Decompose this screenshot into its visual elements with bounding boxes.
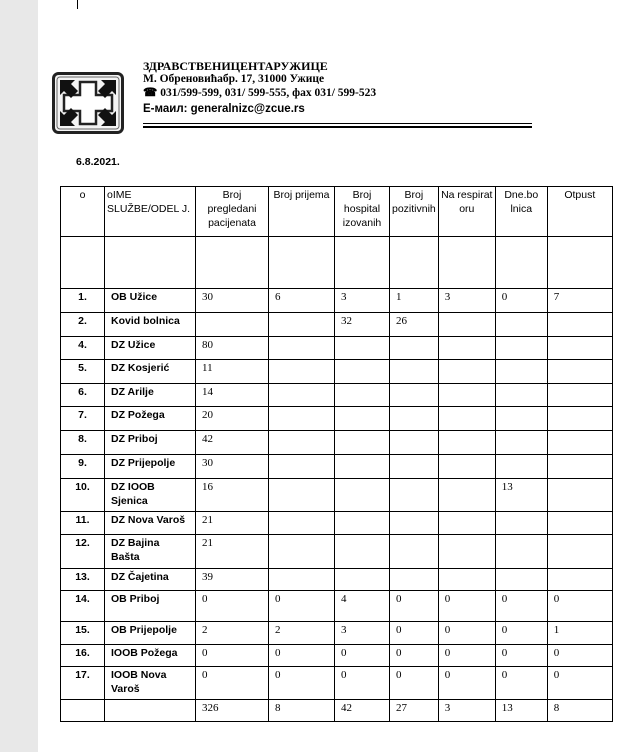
row-number: 13. — [61, 569, 105, 591]
column-header: Broj hospital izovanih — [335, 187, 390, 237]
total-cell: 3 — [438, 700, 495, 722]
value-cell: 26 — [390, 313, 439, 337]
value-cell: 0 — [269, 591, 335, 622]
value-cell: 80 — [196, 337, 269, 360]
row-number: 5. — [61, 360, 105, 384]
value-cell: 11 — [196, 360, 269, 384]
text-cursor — [77, 0, 78, 9]
table-row — [61, 667, 613, 700]
value-cell — [335, 569, 390, 591]
unit-name: IOOB Požega — [105, 645, 196, 667]
value-cell: 0 — [495, 289, 547, 313]
value-cell: 0 — [390, 622, 439, 645]
value-cell — [269, 512, 335, 535]
value-cell: 0 — [438, 622, 495, 645]
row-number: 4. — [61, 337, 105, 360]
value-cell: 0 — [547, 667, 612, 700]
value-cell: 0 — [547, 591, 612, 622]
value-cell: 30 — [196, 289, 269, 313]
table-row — [61, 455, 613, 479]
column-header: oIME SLUŽBE/ODEL J. — [105, 187, 196, 237]
value-cell — [438, 455, 495, 479]
value-cell — [438, 313, 495, 337]
value-cell: 13 — [495, 479, 547, 512]
report-table — [60, 186, 613, 722]
unit-name: OB Prijepolje — [105, 622, 196, 645]
value-cell — [390, 535, 439, 569]
row-number: 17. — [61, 667, 105, 700]
value-cell — [495, 337, 547, 360]
value-cell — [547, 431, 612, 455]
value-cell: 6 — [269, 289, 335, 313]
table-row — [61, 407, 613, 431]
unit-name: DZ Bajina Bašta — [105, 535, 196, 569]
table-row — [61, 645, 613, 667]
value-cell: 3 — [335, 289, 390, 313]
table-row — [61, 512, 613, 535]
value-cell — [438, 512, 495, 535]
institution-address: М. Обреновићабр. 17, 31000 Ужице — [143, 73, 325, 85]
value-cell — [335, 360, 390, 384]
table-row — [61, 591, 613, 622]
value-cell — [547, 479, 612, 512]
unit-name: DZ Požega — [105, 407, 196, 431]
value-cell: 1 — [390, 289, 439, 313]
row-number: 12. — [61, 535, 105, 569]
value-cell: 0 — [438, 667, 495, 700]
value-cell — [438, 479, 495, 512]
value-cell — [495, 569, 547, 591]
value-cell: 2 — [196, 622, 269, 645]
value-cell: 3 — [335, 622, 390, 645]
unit-name: DZ IOOB Sjenica — [105, 479, 196, 512]
value-cell: 0 — [390, 591, 439, 622]
health-center-cross-logo-icon — [52, 72, 124, 134]
unit-name: Kovid bolnica — [105, 313, 196, 337]
value-cell — [390, 479, 439, 512]
total-cell: 27 — [390, 700, 439, 722]
value-cell — [390, 384, 439, 407]
value-cell — [269, 407, 335, 431]
value-cell — [547, 384, 612, 407]
row-number: 15. — [61, 622, 105, 645]
value-cell — [390, 455, 439, 479]
total-cell: 8 — [269, 700, 335, 722]
unit-name: DZ Prijepolje — [105, 455, 196, 479]
value-cell: 0 — [495, 622, 547, 645]
value-cell — [269, 313, 335, 337]
value-cell — [495, 313, 547, 337]
value-cell: 0 — [438, 645, 495, 667]
value-cell — [196, 313, 269, 337]
table-row — [61, 479, 613, 512]
total-cell: 13 — [495, 700, 547, 722]
value-cell: 0 — [495, 645, 547, 667]
value-cell — [390, 512, 439, 535]
row-number: 16. — [61, 645, 105, 667]
table-row — [61, 622, 613, 645]
value-cell: 0 — [390, 645, 439, 667]
value-cell — [547, 535, 612, 569]
row-number: 2. — [61, 313, 105, 337]
value-cell: 32 — [335, 313, 390, 337]
value-cell — [269, 479, 335, 512]
value-cell — [495, 407, 547, 431]
value-cell: 0 — [495, 591, 547, 622]
column-header: Broj pozitivnih — [390, 187, 439, 237]
institution-email: Е-маил: generalnizc@zcue.rs — [143, 103, 305, 115]
institution-phone: ☎ 031/599-599, 031/ 599-555, фах 031/ 599-523 — [143, 87, 377, 99]
value-cell: 2 — [269, 622, 335, 645]
value-cell — [335, 384, 390, 407]
value-cell: 0 — [335, 645, 390, 667]
value-cell — [269, 384, 335, 407]
row-number: 10. — [61, 479, 105, 512]
value-cell: 21 — [196, 512, 269, 535]
value-cell — [547, 512, 612, 535]
value-cell — [438, 431, 495, 455]
value-cell — [335, 535, 390, 569]
value-cell — [495, 512, 547, 535]
value-cell: 0 — [335, 667, 390, 700]
value-cell — [390, 407, 439, 431]
value-cell: 20 — [196, 407, 269, 431]
value-cell — [335, 431, 390, 455]
column-header: Na respirat oru — [438, 187, 495, 237]
value-cell: 7 — [547, 289, 612, 313]
row-number: 14. — [61, 591, 105, 622]
table-row — [61, 535, 613, 569]
row-number: 7. — [61, 407, 105, 431]
header-divider-thick — [143, 126, 532, 128]
value-cell — [438, 535, 495, 569]
unit-name: OB Užice — [105, 289, 196, 313]
value-cell — [269, 431, 335, 455]
row-number: 6. — [61, 384, 105, 407]
value-cell: 14 — [196, 384, 269, 407]
value-cell — [438, 384, 495, 407]
empty-row — [61, 237, 613, 289]
total-cell: 8 — [547, 700, 612, 722]
total-cell: 326 — [196, 700, 269, 722]
value-cell — [390, 569, 439, 591]
totals-row — [61, 700, 613, 722]
column-header: Dne.bo lnica — [495, 187, 547, 237]
value-cell — [547, 407, 612, 431]
value-cell — [335, 479, 390, 512]
value-cell: 0 — [196, 591, 269, 622]
value-cell — [495, 384, 547, 407]
value-cell — [495, 455, 547, 479]
value-cell — [269, 569, 335, 591]
value-cell: 0 — [547, 645, 612, 667]
unit-name: DZ Čajetina — [105, 569, 196, 591]
value-cell — [390, 360, 439, 384]
value-cell: 0 — [495, 667, 547, 700]
value-cell — [269, 535, 335, 569]
value-cell — [547, 313, 612, 337]
column-header: o — [61, 187, 105, 237]
row-number: 8. — [61, 431, 105, 455]
value-cell — [390, 337, 439, 360]
institution-name: ЗДРАВСТВЕНИЦЕНТАРУЖИЦЕ — [143, 59, 328, 73]
value-cell: 4 — [335, 591, 390, 622]
value-cell — [438, 360, 495, 384]
table-row — [61, 337, 613, 360]
value-cell — [438, 337, 495, 360]
value-cell — [547, 569, 612, 591]
value-cell — [547, 337, 612, 360]
value-cell: 42 — [196, 431, 269, 455]
value-cell — [438, 407, 495, 431]
total-cell: 42 — [335, 700, 390, 722]
value-cell: 1 — [547, 622, 612, 645]
table-row — [61, 313, 613, 337]
value-cell — [269, 455, 335, 479]
value-cell: 0 — [196, 667, 269, 700]
column-header: Broj pregledani pacijenata — [196, 187, 269, 237]
unit-name: OB Priboj — [105, 591, 196, 622]
value-cell — [495, 360, 547, 384]
unit-name: DZ Užice — [105, 337, 196, 360]
value-cell: 3 — [438, 289, 495, 313]
value-cell: 0 — [196, 645, 269, 667]
table-row — [61, 431, 613, 455]
unit-name: DZ Priboj — [105, 431, 196, 455]
value-cell: 21 — [196, 535, 269, 569]
row-number: 9. — [61, 455, 105, 479]
value-cell: 16 — [196, 479, 269, 512]
column-header: Otpust — [547, 187, 612, 237]
table-row — [61, 360, 613, 384]
row-number: 1. — [61, 289, 105, 313]
unit-name: DZ Arilje — [105, 384, 196, 407]
value-cell — [269, 337, 335, 360]
value-cell — [495, 535, 547, 569]
table-row — [61, 289, 613, 313]
value-cell — [335, 455, 390, 479]
value-cell: 30 — [196, 455, 269, 479]
value-cell — [335, 407, 390, 431]
value-cell: 0 — [390, 667, 439, 700]
value-cell — [438, 569, 495, 591]
value-cell: 0 — [269, 645, 335, 667]
value-cell — [547, 360, 612, 384]
row-number: 11. — [61, 512, 105, 535]
value-cell: 0 — [269, 667, 335, 700]
unit-name: IOOB Nova Varoš — [105, 667, 196, 700]
table-header-row — [61, 187, 613, 237]
value-cell: 0 — [438, 591, 495, 622]
unit-name: DZ Kosjerić — [105, 360, 196, 384]
column-header: Broj prijema — [269, 187, 335, 237]
value-cell — [335, 512, 390, 535]
table-row — [61, 569, 613, 591]
value-cell: 39 — [196, 569, 269, 591]
value-cell — [547, 455, 612, 479]
report-date: 6.8.2021. — [76, 156, 120, 168]
value-cell — [335, 337, 390, 360]
table-row — [61, 384, 613, 407]
unit-name: DZ Nova Varoš — [105, 512, 196, 535]
header-divider — [143, 123, 532, 124]
value-cell — [390, 431, 439, 455]
value-cell — [269, 360, 335, 384]
value-cell — [495, 431, 547, 455]
